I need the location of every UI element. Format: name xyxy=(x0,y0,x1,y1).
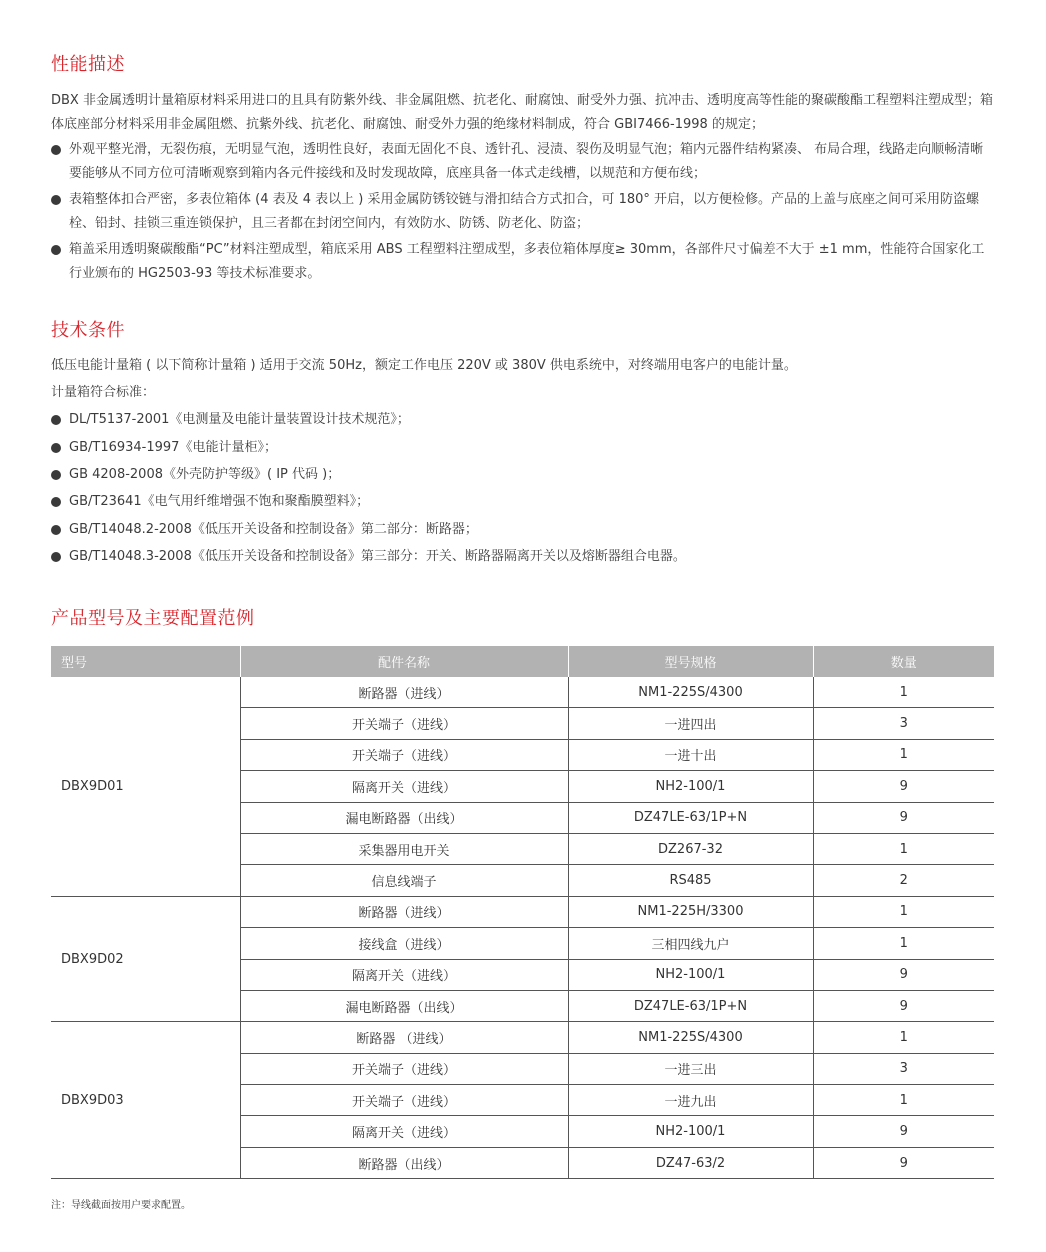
quantity-cell: 9 xyxy=(813,959,994,990)
performance-bullet: 表箱整体扣合严密，多表位箱体 (4 表及 4 表以上 ) 采用金属防锈铰链与滑扣结合方式扣合，可 180° 开启，以方便检修。产品的上盖与底座之间可采用防盗螺栓、铅封、挂锁三重连锁保护，且三者都在封闭空间内，有效防水、防锈、防老化、防盗； xyxy=(51,188,996,236)
spec-cell: DZ47-63/2 xyxy=(568,1147,813,1178)
standards-label: 计量箱符合标准： xyxy=(51,385,156,400)
part-name-cell: 信息线端子 xyxy=(240,865,568,896)
spec-cell: 一进九出 xyxy=(568,1085,813,1116)
standard-item: DL/T5137-2001《电测量及电能计量装置设计技术规范》； xyxy=(51,410,410,430)
spec-cell: DZ47LE-63/1P+N xyxy=(568,802,813,833)
header-quantity: 数量 xyxy=(813,646,994,677)
table-row xyxy=(51,677,994,708)
spec-cell: 一进四出 xyxy=(568,708,813,739)
part-name-cell: 断路器 （进线） xyxy=(240,1022,568,1053)
bullet-dot-icon xyxy=(51,145,61,155)
quantity-cell: 3 xyxy=(813,708,994,739)
bullet-dot-icon xyxy=(51,415,61,425)
products-title: 产品型号及主要配置范例 xyxy=(51,608,255,629)
header-model: 型号 xyxy=(51,646,240,677)
part-name-cell: 断路器（进线） xyxy=(240,677,568,708)
quantity-cell: 9 xyxy=(813,1147,994,1178)
spec-cell: NH2-100/1 xyxy=(568,771,813,802)
quantity-cell: 2 xyxy=(813,865,994,896)
standard-item: GB/T16934-1997《电能计量柜》； xyxy=(51,438,277,458)
part-name-cell: 漏电断路器（出线） xyxy=(240,990,568,1021)
header-part-name: 配件名称 xyxy=(240,646,568,677)
part-name-cell: 断路器（出线） xyxy=(240,1147,568,1178)
spec-cell: NM1-225S/4300 xyxy=(568,1022,813,1053)
part-name-cell: 开关端子（进线） xyxy=(240,739,568,770)
bullet-dot-icon xyxy=(51,195,61,205)
quantity-cell: 1 xyxy=(813,833,994,864)
spec-cell: 一进十出 xyxy=(568,739,813,770)
spec-cell: 三相四线九户 xyxy=(568,928,813,959)
performance-bullet: 箱盖采用透明聚碳酸酯“PC”材料注塑成型，箱底采用 ABS 工程塑料注塑成型，多表位箱体厚度≥ 30mm，各部件尺寸偏差不大于 ±1 mm，性能符合国家化工行业颁布的 HG2503-93 等技术标准要求。 xyxy=(51,238,996,286)
part-name-cell: 隔离开关（进线） xyxy=(240,1116,568,1147)
quantity-cell: 1 xyxy=(813,739,994,770)
spec-cell: DZ267-32 xyxy=(568,833,813,864)
standard-item: GB/T14048.3-2008《低压开关设备和控制设备》第三部分：开关、断路器隔离开关以及熔断器组合电器。 xyxy=(51,547,686,567)
part-name-cell: 接线盒（进线） xyxy=(240,928,568,959)
quantity-cell: 1 xyxy=(813,896,994,927)
table-header-row xyxy=(51,646,994,677)
header-spec: 型号规格 xyxy=(568,646,813,677)
quantity-cell: 1 xyxy=(813,1085,994,1116)
quantity-cell: 1 xyxy=(813,928,994,959)
quantity-cell: 9 xyxy=(813,771,994,802)
model-cell: DBX9D03 xyxy=(51,1022,240,1179)
spec-cell: RS485 xyxy=(568,865,813,896)
bullet-dot-icon xyxy=(51,525,61,535)
product-config-table xyxy=(51,646,994,1179)
performance-title: 性能描述 xyxy=(51,54,125,75)
quantity-cell: 1 xyxy=(813,1022,994,1053)
bullet-dot-icon xyxy=(51,470,61,480)
spec-cell: NH2-100/1 xyxy=(568,959,813,990)
table-row xyxy=(51,1022,994,1053)
spec-cell: 一进三出 xyxy=(568,1053,813,1084)
spec-cell: NM1-225S/4300 xyxy=(568,677,813,708)
part-name-cell: 采集器用电开关 xyxy=(240,833,568,864)
table-row xyxy=(51,896,994,927)
quantity-cell: 9 xyxy=(813,1116,994,1147)
part-name-cell: 隔离开关（进线） xyxy=(240,771,568,802)
bullet-dot-icon xyxy=(51,245,61,255)
part-name-cell: 开关端子（进线） xyxy=(240,1053,568,1084)
technical-intro: 低压电能计量箱 ( 以下简称计量箱 ) 适用于交流 50Hz，额定工作电压 220V 或 380V 供电系统中，对终端用电客户的电能计量。 xyxy=(51,358,797,373)
model-cell: DBX9D01 xyxy=(51,677,240,896)
bullet-dot-icon xyxy=(51,497,61,507)
performance-intro: DBX 非金属透明计量箱原材料采用进口的且具有防紫外线、非金属阻燃、抗老化、耐腐蚀、耐受外力强、抗冲击、透明度高等性能的聚碳酸酯工程塑料注塑成型；箱体底座部分材料采用非金属阻燃、抗紫外线、抗老化、耐腐蚀、耐受外力强的绝缘材料制成，符合 GBI7466-1998 的规定； xyxy=(51,93,993,132)
part-name-cell: 隔离开关（进线） xyxy=(240,959,568,990)
quantity-cell: 1 xyxy=(813,677,994,708)
quantity-cell: 9 xyxy=(813,802,994,833)
standard-item: GB/T23641《电气用纤维增强不饱和聚酯膜塑料》； xyxy=(51,492,369,512)
spec-cell: NH2-100/1 xyxy=(568,1116,813,1147)
spec-cell: NM1-225H/3300 xyxy=(568,896,813,927)
part-name-cell: 漏电断路器（出线） xyxy=(240,802,568,833)
part-name-cell: 开关端子（进线） xyxy=(240,708,568,739)
bullet-dot-icon xyxy=(51,443,61,453)
bullet-dot-icon xyxy=(51,552,61,562)
technical-title: 技术条件 xyxy=(51,320,125,341)
performance-bullet: 外观平整光滑，无裂伤痕，无明显气泡，透明性良好，表面无固化不良、透针孔、浸渍、裂伤及明显气泡；箱内元器件结构紧凑、 布局合理，线路走向顺畅清晰要能够从不同方位可清晰观察到箱内各元件接线和及时发现故障，底座具备一体式走线槽，以规范和方便布线； xyxy=(51,138,996,186)
part-name-cell: 断路器（进线） xyxy=(240,896,568,927)
footnote: 注：导线截面按用户要求配置。 xyxy=(51,1200,191,1211)
quantity-cell: 3 xyxy=(813,1053,994,1084)
standard-item: GB/T14048.2-2008《低压开关设备和控制设备》第二部分：断路器； xyxy=(51,520,478,540)
spec-cell: DZ47LE-63/1P+N xyxy=(568,990,813,1021)
standard-item: GB 4208-2008《外壳防护等级》( IP 代码 )； xyxy=(51,465,340,485)
quantity-cell: 9 xyxy=(813,990,994,1021)
model-cell: DBX9D02 xyxy=(51,896,240,1022)
part-name-cell: 开关端子（进线） xyxy=(240,1085,568,1116)
